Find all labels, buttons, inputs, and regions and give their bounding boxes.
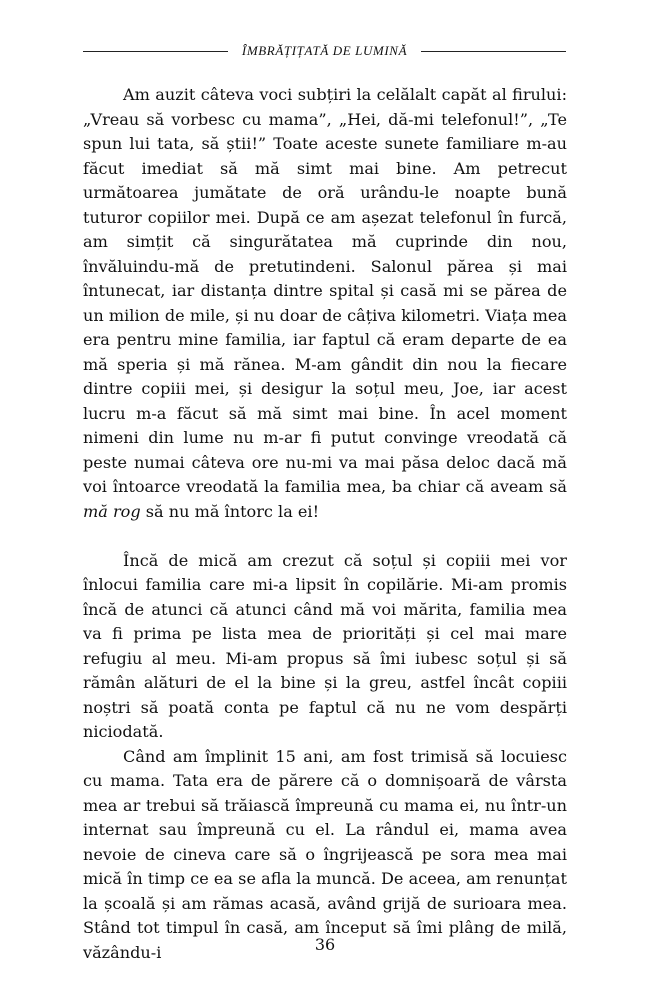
- paragraph-1-emphasis: mă rog: [83, 501, 141, 521]
- paragraph-3: Când am împlinit 15 ani, am fost trimisă să locuiesc cu mama. Tata era de părere că o domnișoară de vârsta mea ar trebui să trăiască împreună cu mama ei, nu într-un internat sau împreună cu el. La rândul ei, mama avea nevoie de cineva care să o îngrijească pe sora mea mai mică în timp ce ea se afla la muncă. De aceea, am renunțat la școală și am rămas acasă, având grijă de surioara mea. Stând tot timpul în casă, am început să îmi plâng de milă, văzându-i: [83, 746, 567, 962]
- paragraph-1-text: Am auzit câteva voci subțiri la celălalt capăt al firului: „Vreau să vorbesc cu mama”, „Hei, dă-mi telefonul!”, „Te spun lui tata, să știi!” Toate aceste sunete familiare m-au făcut imediat să mă simt mai bine. Am petrecut următoarea jumătate de oră urându-le noapte bună tuturor copiilor mei. După ce am așezat telefonul în furcă, am simțit că singurătatea mă cuprinde din nou, învăluindu-mă de pretutindeni. Salonul părea și mai întunecat, iar distanța dintre spital și casă mi se părea de un milion de mile, și nu doar de câțiva kilometri. Viața mea era pentru mine familia, iar faptul că eram departe de ea mă speria și mă rănea. M-am gândit din nou la fiecare dintre copiii mei, și desigur la soțul meu, Joe, iar acest lucru m-a făcut să mă simt mai bine. În acel moment nimeni din lume nu m-ar fi putut convinge vreodată că peste numai câteva ore nu-mi va mai păsa deloc dacă mă voi întoarce vreodată la familia mea, ba chiar că aveam să: [83, 85, 567, 496]
- page-number: 36: [314, 935, 336, 954]
- header-rule-right: [421, 51, 566, 52]
- running-title: ÎMBRĂȚIȚATĂ DE LUMINĂ: [241, 43, 408, 58]
- body-text: [83, 83, 567, 965]
- running-header: [83, 41, 566, 61]
- paragraph-1: [83, 83, 567, 524]
- paragraph-2: Încă de mică am crezut că soțul și copiii mei vor înlocui familia care mi-a lipsit în copilărie. Mi-am promis încă de atunci că atunci când mă voi mărita, familia mea va fi prima pe lista mea de priorități și cel mai mare refugiu al meu. Mi-am propus să îmi iubesc soțul și să rămân alături de el la bine și la greu, astfel încât copiii noștri să poată conta pe faptul că nu ne vom despărți niciodată.: [83, 550, 567, 741]
- paragraph-1-text-end: să nu mă întorc la ei!: [140, 501, 320, 521]
- header-rule-left: [83, 51, 228, 52]
